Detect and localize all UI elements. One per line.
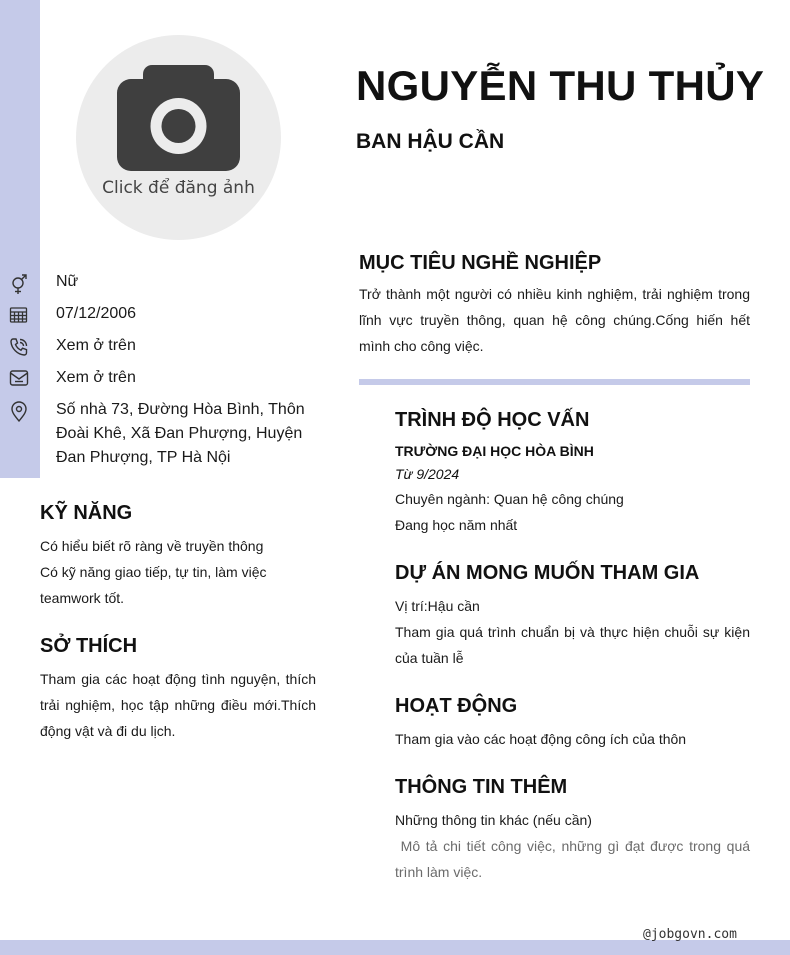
education-title: TRÌNH ĐỘ HỌC VẤN (395, 409, 590, 431)
skills-line-1: Có hiểu biết rõ ràng về truyền thông (40, 538, 264, 554)
extra-placeholder: Mô tả chi tiết công việc, những gì đạt được trong quá trình làm việc. (395, 838, 754, 880)
project-title: DỰ ÁN MONG MUỐN THAM GIA (395, 562, 700, 584)
skills-line-2: Có kỹ năng giao tiếp, tự tin, làm việc teamwork tốt. (40, 564, 267, 606)
extra-subtitle: Những thông tin khác (nếu cần) (395, 812, 592, 828)
email-value: Xem ở trên (56, 369, 136, 386)
department-title: BAN HẬU CẦN (356, 130, 505, 153)
hobbies-text: Tham gia các hoạt động tình nguyện, thích trải nghiệm, học tập những điều mới.Thích động vật và đi du lịch. (40, 671, 316, 739)
education-status: Đang học năm nhất (395, 517, 518, 533)
gender-icon (9, 273, 29, 293)
school-name: TRƯỜNG ĐẠI HỌC HÒA BÌNH (395, 443, 594, 459)
education-period: Từ 9/2024 (395, 466, 460, 482)
address-value: Số nhà 73, Đường Hòa Bình, Thôn Đoài Khê, Xã Đan Phượng, Huyện Đan Phượng, TP Hà Nội (56, 401, 305, 466)
phone-value: Xem ở trên (56, 337, 136, 354)
photo-upload[interactable] (76, 35, 281, 240)
skills-title: KỸ NĂNG (40, 502, 133, 524)
objective-text: Trở thành một người có nhiều kinh nghiệm, trải nghiệm trong lĩnh vực truyền thông, quan hệ công chúng.Cống hiến hết mình cho công việc. (359, 286, 750, 354)
activities-title: HOẠT ĐỘNG (395, 695, 518, 717)
gender-value: Nữ (56, 273, 79, 290)
camera-icon (117, 65, 240, 171)
section-divider (359, 379, 750, 385)
project-position: Vị trí:Hậu cần (395, 598, 480, 614)
education-major: Chuyên ngành: Quan hệ công chúng (395, 491, 624, 507)
birthday-value: 07/12/2006 (56, 305, 137, 322)
bottom-accent-bar (0, 940, 790, 955)
activities-text: Tham gia vào các hoạt động công ích của thôn (395, 731, 687, 747)
objective-title: MỤC TIÊU NGHỀ NGHIỆP (359, 252, 602, 274)
extra-title: THÔNG TIN THÊM (395, 776, 568, 798)
watermark: @jobgovn.com (643, 927, 737, 942)
hobbies-title: SỞ THÍCH (40, 635, 138, 657)
location-icon (9, 401, 29, 421)
project-description: Tham gia quá trình chuẩn bị và thực hiện chuỗi sự kiện của tuần lễ (395, 624, 750, 666)
phone-icon (9, 337, 29, 357)
calendar-icon (9, 306, 29, 326)
email-icon (9, 369, 29, 389)
photo-caption: Click để đăng ảnh (102, 178, 255, 198)
candidate-name: NGUYỄN THU THỦY (356, 62, 765, 109)
